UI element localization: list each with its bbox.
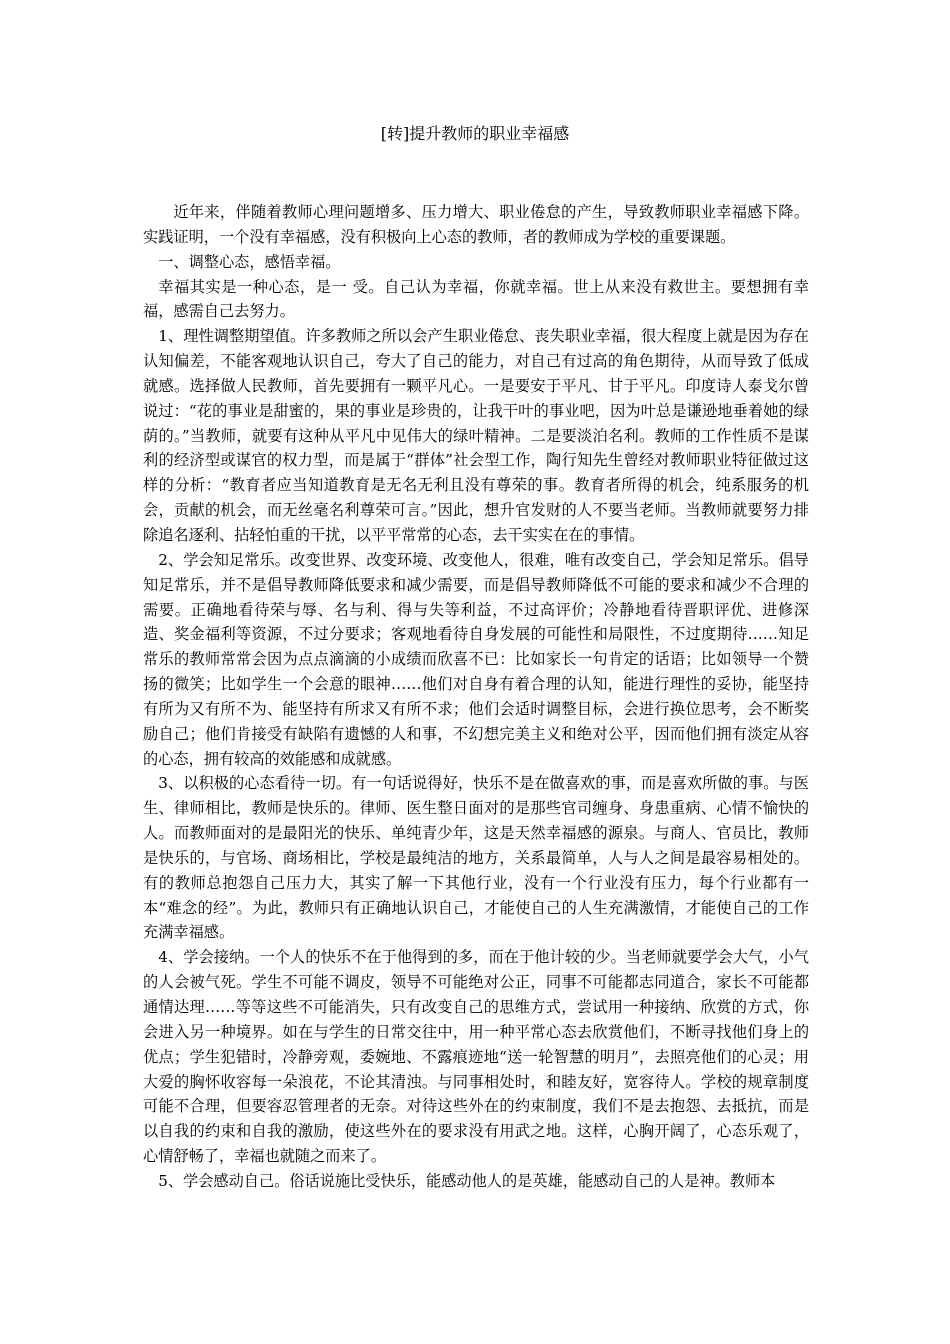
paragraph-intro: 近年来，伴随着教师心理问题增多、压力增大、职业倦怠的产生，导致教师职业幸福感下降。实践证明，一个没有幸福感，没有积极向上心态的教师，者的教师成为学校的重要课题。 <box>143 203 809 246</box>
paragraph-point-3: 3、以积极的心态看待一切。有一句话说得好，快乐不是在做喜欢的事，而是喜欢所做的事。与医生、律师相比，教师是快乐的。律师、医生整日面对的是那些官司缠身、身患重病、心情不愉快的人。而教师面对的是最阳光的快乐、单纯青少年，这是天然幸福感的源泉。与商人、官员比，教师是快乐的，与官场、商场相比，学校是最纯洁的地方，关系最简单，人与人之间是最容易相处的。有的教师总抱怨自己压力大，其实了解一下其他行业，没有一个行业没有压力，每个行业都有一本“难念的经”。为此，教师只有正确地认识自己，才能使自己的人生充满激情，才能使自己的工作充满幸福感。 <box>143 774 809 942</box>
paragraph-point-2: 2、学会知足常乐。改变世界、改变环境、改变他人，很难，唯有改变自己，学会知足常乐。倡导知足常乐，并不是倡导教师降低要求和减少需要，而是倡导教师降低不可能的要求和减少不合理的需要。正确地看待荣与辱、名与利、得与失等利益，不过高评价；冷静地看待晋职评优、进修深造、奖金福利等资源，不过分要求；客观地看待自身发展的可能性和局限性，不过度期待……知足常乐的教师常常会因为点点滴滴的小成绩而欣喜不已：比如家长一句肯定的话语；比如领导一个赞扬的微笑；比如学生一个会意的眼神……他们对自身有着合理的认知，能进行理性的妥协，能坚持有所为又有所不为、能坚持有所求又有所不求；他们会适时调整目标，会进行换位思考，会不断奖励自己；他们肯接受有缺陷有遗憾的人和事，不幻想完美主义和绝对公平，因而他们拥有淡定从容的心态，拥有较高的效能感和成就感。 <box>143 550 809 768</box>
paragraph-point-4: 4、学会接纳。一个人的快乐不在于他得到的多，而在于他计较的少。当老师就要学会大气，小气的人会被气死。学生不可能不调皮，领导不可能绝对公正，同事不可能都志同道合，家长不可能都通情达理……等等这些不可能消失，只有改变自己的思维方式，尝试用一种接纳、欣赏的方式，你会进入另一种境界。如在与学生的日常交往中，用一种平常心态去欣赏他们，不断寻找他们身上的优点；学生犯错时，冷静旁观，委婉地、不露痕迹地“送一轮智慧的明月”，去照亮他们的心灵；用大爱的胸怀收容每一朵浪花，不论其清浊。与同事相处时，和睦友好，宽容待人。学校的规章制度可能不合理，但要容忍管理者的无奈。对待这些外在的约束制度，我们不是去抱怨、去抵抗，而是以自我的约束和自我的激励，使这些外在的要求没有用武之地。这样，心胸开阔了，心态乐观了，心情舒畅了，幸福也就随之而来了。 <box>143 948 809 1166</box>
document-title: [转]提升教师的职业幸福感 <box>380 124 570 143</box>
section-heading-1: 一、调整心态，感悟幸福。 <box>158 252 341 271</box>
paragraph-happiness: 幸福其实是一种心态，是一 受。自己认为幸福，你就幸福。世上从来没有救世主。要想拥有幸福，感需自己去努力。 <box>143 277 809 321</box>
paragraph-point-5: 5、学会感动自己。俗话说施比受快乐，能感动他人的是英雄，能感动自己的人是神。教师本 <box>158 1171 776 1190</box>
paragraph-point-1: 1、理性调整期望值。许多教师之所以会产生职业倦怠、丧失职业幸福，很大程度上就是因为存在认知偏差，不能客观地认识自己，夸大了自己的能力，对自己有过高的角色期待，从而导致了低成就感。选择做人民教师，首先要拥有一颗平凡心。一是要安于平凡、甘于平凡。印度诗人泰戈尔曾说过：“花的事业是甜蜜的，果的事业是珍贵的，让我干叶的事业吧，因为叶总是谦逊地垂着她的绿荫的。”当教师，就要有这种从平凡中见伟大的绿叶精神。二是要淡泊名利。教师的工作性质不是谋利的经济型或谋官的权力型，而是属于“群体”社会型工作，陶行知先生曾经对教师职业特征做过这样的分析：“教育者应当知道教育是无名无利且没有尊荣的事。教育者所得的机会，纯系服务的机会，贡献的机会，而无丝毫名利尊荣可言。”因此，想升官发财的人不要当老师。当教师就要努力排除追名逐利、拈轻怕重的干扰，以平平常常的心态，去干实实在在的事情。 <box>143 327 809 544</box>
document-body <box>143 200 809 1194</box>
